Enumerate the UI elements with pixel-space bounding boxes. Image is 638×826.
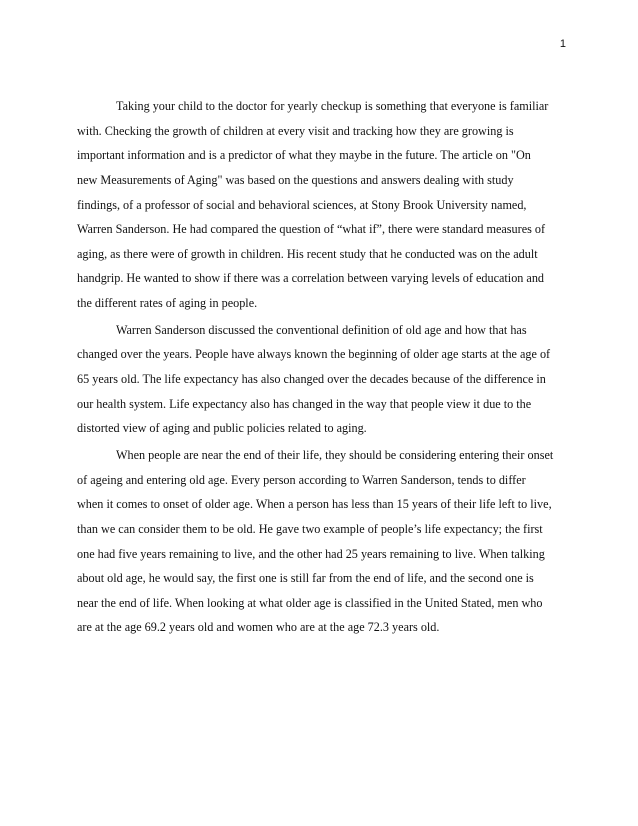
paragraph-2 — [77, 320, 570, 443]
paragraph-line: of ageing and entering old age. Every person according to Warren Sanderson, tends to differ — [77, 472, 526, 487]
paragraph-line: changed over the years. People have always known the beginning of older age starts at the age of — [77, 347, 551, 362]
paragraph-line: findings, of a professor of social and behavioral sciences, at Stony Brook University named, — [77, 197, 527, 212]
paragraph-line: important information and is a predictor of what they maybe in the future. The article on "On — [77, 148, 531, 163]
paragraph-line: about old age, he would say, the first one is still far from the end of life, and the second one is — [77, 571, 534, 586]
paragraph-line: with. Checking the growth of children at every visit and tracking how they are growing is — [77, 123, 514, 138]
paragraph-line: when it comes to onset of older age. When a person has less than 15 years of their life left to live, — [77, 497, 552, 512]
paragraph-line: new Measurements of Aging" was based on the questions and answers dealing with study — [77, 172, 514, 187]
paragraph-line: Warren Sanderson. He had compared the question of “what if”, there were standard measures of — [77, 222, 546, 237]
paragraph-line: Taking your child to the doctor for yearly checkup is something that everyone is familiar — [116, 99, 549, 113]
paragraph-line: handgrip. He wanted to show if there was a correlation between varying levels of education and — [77, 271, 545, 286]
paragraph-line: distorted view of aging and public policies related to aging. — [77, 421, 367, 436]
paragraph-3 — [77, 445, 570, 642]
paragraph-line: one had five years remaining to live, and the other had 25 years remaining to live. When talking — [77, 546, 545, 561]
paragraph-line: near the end of life. When looking at what older age is classified in the United Stated, men who — [77, 595, 543, 610]
paragraph-line: are at the age 69.2 years old and women who are at the age 72.3 years old. — [77, 620, 440, 635]
paragraph-line: our health system. Life expectancy also has changed in the way that people view it due to the — [77, 396, 532, 411]
paragraph-line: aging, as there were of growth in children. His recent study that he conducted was on the adult — [77, 246, 538, 261]
paragraph-line: than we can consider them to be old. He gave two example of people’s life expectancy; the first — [77, 521, 543, 536]
paragraph-line: Warren Sanderson discussed the conventional definition of old age and how that has — [116, 322, 527, 337]
paragraph-line: the different rates of aging in people. — [77, 296, 258, 311]
paragraph-1 — [77, 96, 570, 318]
paragraph-line: When people are near the end of their life, they should be considering entering their onset — [116, 447, 554, 462]
page-number: 1 — [559, 38, 566, 50]
paragraph-line: 65 years old. The life expectancy has also changed over the decades because of the difference in — [77, 372, 546, 387]
document-body — [77, 96, 570, 642]
